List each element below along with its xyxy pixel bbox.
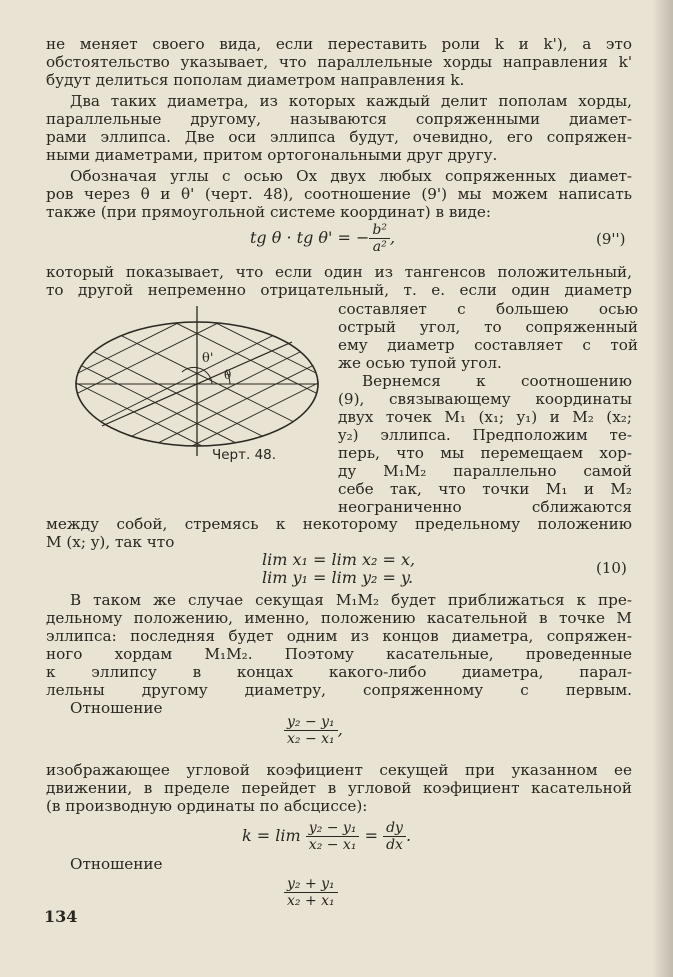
text-line: острый угол, то сопряженный — [338, 318, 638, 336]
angle-label: θ — [224, 368, 232, 382]
ratio-difference: $\frac{\text{y₂ − y₁}}{\text{x₂ − x₁}}$ , — [284, 714, 343, 747]
text-line: ров через θ и θ' (черт. 48), соотношение (9') мы можем написать — [46, 185, 632, 203]
figure-caption: Черт. 48. — [212, 447, 277, 463]
text-line: между собой, стремясь к некоторому предельному положению — [46, 515, 632, 533]
text-line: себе так, что точки M₁ и M₂ — [338, 480, 632, 498]
text-line: В таком же случае секущая M₁M₂ будет приближаться к пре- — [70, 591, 632, 609]
text-line: к эллипсу в концах какого-либо диаметра, парал- — [46, 663, 632, 681]
text-line: перь, что мы перемещаем хор- — [338, 444, 632, 462]
text-line: эллипса: последняя будет одним из концов диаметра, сопряжен- — [46, 627, 632, 645]
text-line: который показывает, что если один из тангенсов положительный, — [46, 263, 632, 281]
equation-number: (10) — [596, 559, 627, 577]
text-line: параллельные другому, называются сопряженными диамет- — [46, 110, 632, 128]
text-line: Отношение — [70, 855, 163, 873]
angle-label: θ' — [202, 351, 214, 366]
text-line: ного хордам M₁M₂. Поэтому касательные, проведенные — [46, 645, 632, 663]
text-line: M (x; y), так что — [46, 533, 175, 551]
formula-10-line2: lim y₁ = lim y₂ = y. — [262, 568, 414, 587]
text-line: двух точек M₁ (x₁; y₁) и M₂ (x₂; — [338, 408, 632, 426]
formula-9pp: tg θ · tg θ' = − $\frac{\text{b²}}{\text{a²}}$ , — [250, 222, 396, 255]
text-line: неограниченно сближаются — [338, 498, 632, 516]
formula-10-line1: lim x₁ = lim x₂ = x, — [262, 550, 416, 569]
text-line: Отношение — [70, 699, 163, 717]
text-line: Обозначая углы с осью Ox двух любых сопряженных диамет- — [70, 167, 632, 185]
page-number: 134 — [44, 907, 78, 926]
text-line: ему диаметр составляет с той — [338, 336, 638, 354]
text-line: лельны другому диаметру, сопряженному с первым. — [46, 681, 632, 699]
page-gutter-shadow — [652, 0, 673, 977]
text-line: также (при прямоугольной системе координат) в виде: — [46, 203, 491, 221]
text-line: Два таких диаметра, из которых каждый делит пополам хорды, — [70, 92, 632, 110]
formula-slope: k = lim $\frac{\text{y₂ − y₁}}{\text{x₂ − x₁}}$ = $\frac{dy}{dx}$ . — [242, 820, 412, 853]
text-line: ными диаметрами, притом ортогональными друг другу. — [46, 146, 498, 164]
text-line: y₂) эллипса. Предположим те- — [338, 426, 632, 444]
equation-number: (9'') — [596, 230, 626, 248]
text-line: обстоятельство указывает, что параллельные хорды направления k' — [46, 53, 632, 71]
text-line: же осью тупой угол. — [338, 354, 502, 372]
text-line: (в производную ординаты по абсциссе): — [46, 797, 368, 815]
text-line: будут делиться пополам диаметром направления k. — [46, 71, 465, 89]
text-line: не меняет своего вида, если переставить роли k и k'), а это — [46, 35, 632, 53]
ellipse-figure — [62, 306, 332, 456]
text-line: изображающее угловой коэфициент секущей при указанном ее — [46, 761, 632, 779]
text-line: рами эллипса. Две оси эллипса будут, очевидно, его сопряжен- — [46, 128, 632, 146]
ratio-sum: $\frac{\text{y₂ + y₁}}{\text{x₂ + x₁}}$ — [284, 876, 338, 909]
text-line: дельному положению, именно, положению касательной в точке M — [46, 609, 632, 627]
text-line: Вернемся к соотношению — [362, 372, 632, 390]
text-line: движении, в пределе перейдет в угловой коэфициент касательной — [46, 779, 632, 797]
text-line: то другой непременно отрицательный, т. е. если один диаметр — [46, 281, 632, 299]
text-line: (9), связывающему координаты — [338, 390, 632, 408]
text-line: ду M₁M₂ параллельно самой — [338, 462, 632, 480]
text-line: составляет с большею осью — [338, 300, 638, 318]
